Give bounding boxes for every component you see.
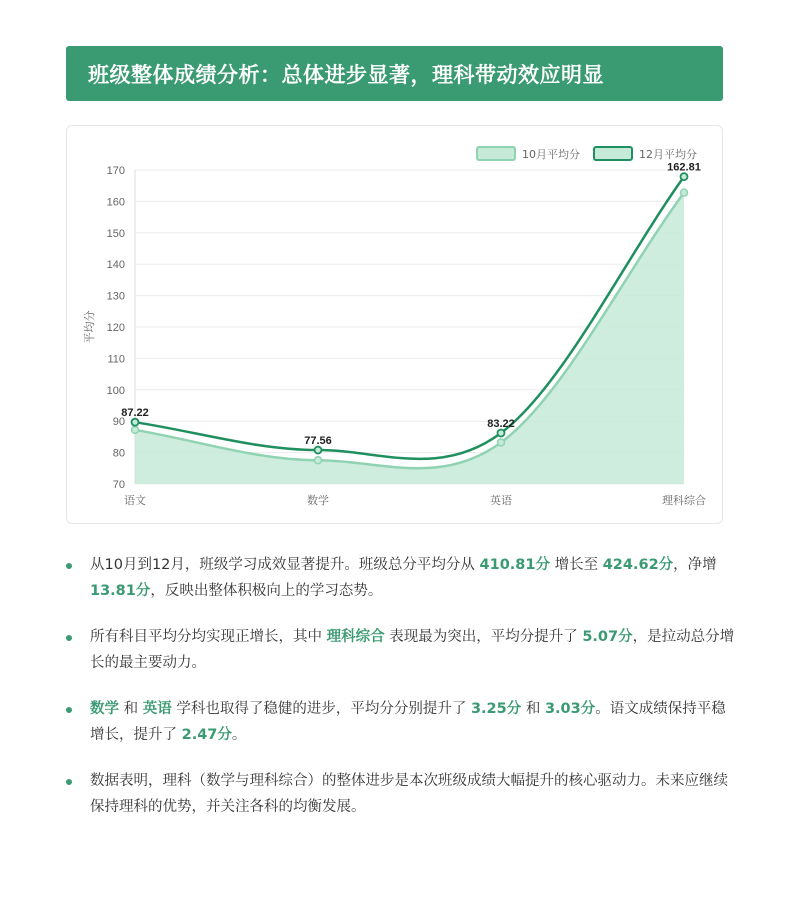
data-label: 77.56 — [304, 435, 332, 448]
series-oct-point — [315, 457, 322, 464]
bullet-text: 。语文成绩保持平稳增长，提升了 — [90, 701, 726, 743]
legend-swatch — [594, 147, 632, 160]
x-tick-label: 数学 — [307, 494, 329, 507]
highlight-text: 数学 — [90, 701, 119, 717]
x-tick-label: 英语 — [490, 494, 512, 507]
bullet-dot-icon — [66, 779, 72, 785]
series-oct-point — [681, 189, 688, 196]
legend-swatch — [477, 147, 515, 160]
analysis-bullet-list — [66, 552, 736, 840]
bullet-item — [66, 552, 736, 604]
highlight-text: 3.25分 — [470, 701, 522, 717]
highlight-text: 5.07分 — [582, 629, 633, 645]
bullet-dot-icon — [66, 563, 72, 569]
data-label: 83.22 — [487, 417, 515, 430]
series-oct-point — [132, 426, 139, 433]
x-tick-label: 语文 — [124, 494, 146, 507]
series-dec-point — [681, 173, 688, 180]
bullet-text: 从10月到12月，班级学习成效显著提升。班级总分平均分从 — [90, 557, 480, 573]
y-tick-label: 80 — [112, 447, 125, 460]
bullet-text: 学科也取得了稳健的进步，平均分分别提升了 — [171, 701, 471, 717]
highlight-text: 424.62分 — [602, 557, 674, 573]
series-oct-point — [498, 439, 505, 446]
bullet-text: ，净增 — [673, 557, 717, 573]
series-dec-point — [315, 447, 322, 454]
bullet-text: 表现最为突出，平均分提升了 — [384, 629, 583, 645]
highlight-text: 英语 — [142, 701, 172, 717]
bullet-item — [66, 768, 736, 820]
highlight-text: 410.81分 — [479, 557, 550, 573]
bullet-text: ，是拉动总分增长的最主要动力。 — [90, 629, 735, 671]
line-chart — [67, 126, 724, 525]
bullet-text: 和 — [521, 701, 545, 717]
bullet-item — [66, 696, 736, 748]
y-tick-label: 170 — [106, 165, 125, 177]
x-tick-label: 理科综合 — [662, 494, 706, 507]
y-tick-label: 140 — [106, 259, 125, 272]
y-tick-label: 120 — [106, 322, 125, 334]
y-tick-label: 100 — [106, 384, 125, 397]
y-tick-label: 70 — [112, 479, 125, 491]
y-tick-label: 130 — [106, 290, 125, 303]
data-label: 162.81 — [667, 161, 701, 174]
y-tick-label: 160 — [106, 196, 125, 209]
y-tick-label: 150 — [106, 227, 125, 240]
series-oct-area — [135, 193, 684, 484]
y-tick-label: 110 — [107, 353, 125, 366]
bullet-text: 和 — [119, 701, 143, 717]
highlight-text: 3.03分 — [544, 701, 596, 717]
bullet-item — [66, 624, 736, 676]
bullet-dot-icon — [66, 635, 72, 641]
chart-card — [66, 125, 723, 524]
highlight-text: 2.47分 — [181, 727, 232, 743]
bullet-text: 增长至 — [549, 557, 603, 573]
y-tick-label: 90 — [112, 416, 125, 429]
legend-label: 12月平均分 — [639, 148, 697, 161]
bullet-dot-icon — [66, 707, 72, 713]
highlight-text: 13.81分 — [90, 583, 151, 599]
series-dec-point — [498, 429, 505, 436]
series-dec-point — [132, 419, 139, 426]
page-title: 班级整体成绩分析：总体进步显著，理科带动效应明显 — [88, 62, 604, 87]
bullet-text: 。 — [231, 727, 247, 743]
bullet-text: 所有科目平均分均实现正增长，其中 — [90, 629, 327, 645]
title-banner — [66, 46, 723, 101]
bullet-text: ，反映出整体积极向上的学习态势。 — [150, 583, 383, 599]
highlight-text: 理科综合 — [326, 629, 385, 645]
legend-label: 10月平均分 — [522, 148, 580, 161]
y-axis-title: 平均分 — [83, 310, 96, 344]
bullet-text: 数据表明，理科（数学与理科综合）的整体进步是本次班级成绩大幅提升的核心驱动力。未来应继续保持理科的优势，并关注各科的均衡发展。 — [90, 773, 728, 815]
data-label: 87.22 — [121, 407, 149, 420]
